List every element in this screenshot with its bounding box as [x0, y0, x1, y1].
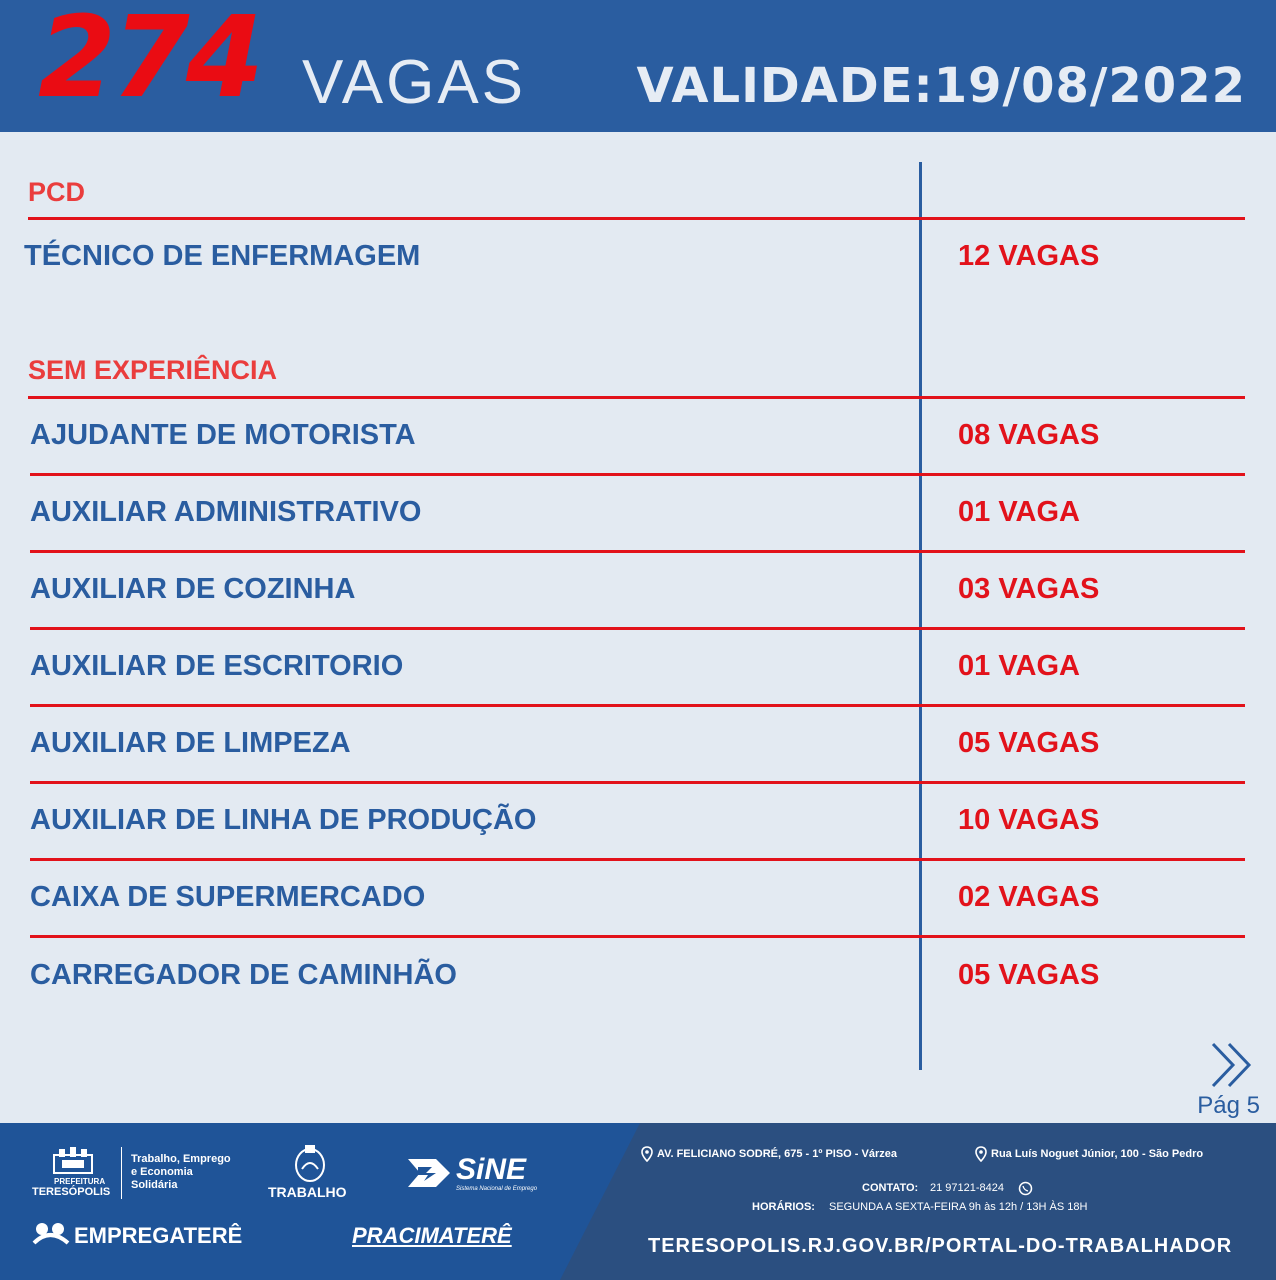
row-divider — [30, 781, 1245, 784]
footer — [0, 1123, 1276, 1280]
location-pin-icon — [975, 1146, 987, 1162]
job-title: AUXILIAR DE ESCRITORIO — [30, 650, 404, 682]
job-count: 08 VAGAS — [958, 419, 1100, 451]
secretaria-line-1: Trabalho, Emprego — [131, 1153, 231, 1165]
row-divider — [30, 473, 1245, 476]
job-list — [0, 132, 1276, 1122]
job-title: AUXILIAR ADMINISTRATIVO — [30, 496, 422, 528]
job-count: 05 VAGAS — [958, 727, 1100, 759]
prefeitura-crest-icon — [50, 1145, 96, 1175]
row-divider — [30, 627, 1245, 630]
row-divider — [30, 704, 1245, 707]
contato-label: CONTATO: — [862, 1182, 919, 1194]
job-title: AJUDANTE DE MOTORISTA — [30, 419, 416, 451]
empregatere-label: EMPREGATERÊ — [74, 1223, 243, 1248]
job-count: 05 VAGAS — [958, 959, 1100, 991]
sine-label: SiNE — [456, 1153, 527, 1186]
address-2: Rua Luís Noguet Júnior, 100 - São Pedro — [991, 1148, 1204, 1160]
job-title: AUXILIAR DE COZINHA — [30, 573, 356, 605]
double-chevron-right-icon[interactable] — [1205, 1040, 1265, 1090]
trabalho-seal-icon — [292, 1143, 328, 1183]
empregatere-logo-icon — [32, 1221, 70, 1249]
job-title: CAIXA DE SUPERMERCADO — [30, 881, 426, 913]
secretaria-line-2: e Economia — [131, 1166, 193, 1178]
row-divider — [30, 858, 1245, 861]
section-title-pcd: PCD — [28, 177, 86, 207]
job-count: 02 VAGAS — [958, 881, 1100, 913]
horarios-value: SEGUNDA A SEXTA-FEIRA 9h às 12h / 13H ÀS 18H — [829, 1201, 1088, 1213]
section-title-sem-experiencia: SEM EXPERIÊNCIA — [28, 355, 278, 385]
secretaria-line-3: Solidária — [131, 1179, 178, 1191]
contato-value: 21 97121-8424 — [930, 1182, 1005, 1194]
page-number: Pág 5 — [1197, 1092, 1260, 1119]
prefeitura-label: PREFEITURA — [54, 1177, 106, 1186]
pracimatere-label: PRACIMATERÊ — [352, 1223, 512, 1248]
sine-logo-icon — [406, 1153, 452, 1193]
header-banner — [0, 0, 1276, 132]
column-divider — [919, 162, 922, 1070]
address-1: AV. FELICIANO SODRÉ, 675 - 1º PISO - Várzea — [657, 1148, 897, 1160]
sine-subtitle: Sistema Nacional de Emprego — [456, 1186, 538, 1192]
location-pin-icon — [641, 1146, 653, 1162]
job-title: TÉCNICO DE ENFERMAGEM — [24, 240, 421, 272]
job-count: 01 VAGA — [958, 496, 1080, 528]
row-divider — [30, 935, 1245, 938]
job-title: CARREGADOR DE CAMINHÃO — [30, 959, 457, 991]
validity-date: VALIDADE:19/08/2022 — [636, 58, 1246, 114]
job-title: AUXILIAR DE LIMPEZA — [30, 727, 351, 759]
job-count: 01 VAGA — [958, 650, 1080, 682]
job-count: 12 VAGAS — [958, 240, 1100, 272]
total-vacancies-number: 274 — [38, 0, 260, 123]
job-count: 03 VAGAS — [958, 573, 1100, 605]
row-divider — [28, 396, 1245, 399]
row-divider — [30, 550, 1245, 553]
logo-divider — [121, 1147, 122, 1199]
portal-url[interactable]: TERESOPOLIS.RJ.GOV.BR/PORTAL-DO-TRABALHADOR — [648, 1235, 1233, 1257]
whatsapp-icon — [1018, 1181, 1033, 1196]
job-count: 10 VAGAS — [958, 804, 1100, 836]
row-divider — [28, 217, 1245, 220]
teresopolis-label: TERESÓPOLIS — [32, 1186, 111, 1198]
vacancies-label: VAGAS — [302, 48, 527, 117]
horarios-label: HORÁRIOS: — [752, 1201, 815, 1213]
job-title: AUXILIAR DE LINHA DE PRODUÇÃO — [30, 804, 537, 836]
trabalho-label: TRABALHO — [268, 1184, 347, 1200]
